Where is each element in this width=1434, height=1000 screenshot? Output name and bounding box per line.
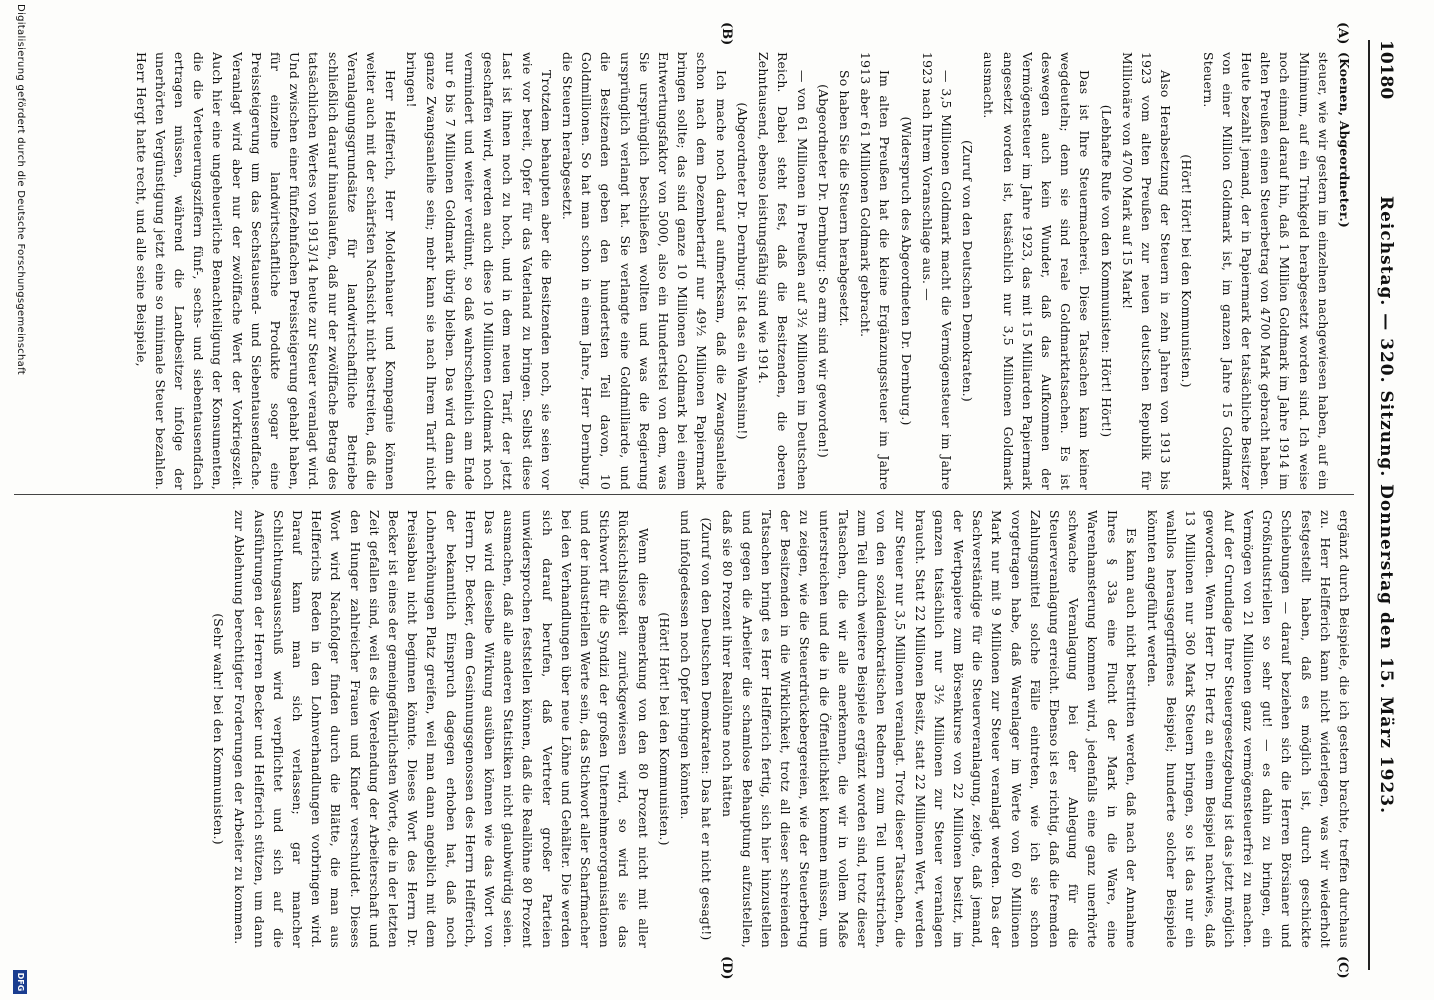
paragraph: Wenn diese Bemerkung von den 80 Prozent nicht mit aller Rücksichtslosigkeit zurückgewiesen wird, so wird sie das Stichwort für die Syndizi der großen Unternehmerorganisationen und der industriellen Werte sein, das Stichwort aller Scharfmacher bei den Verhandlungen über neue Löhne und Gehälter. Die werden sich darauf berufen, daß Vertreter großer Parteien unwidersprochen feststellen können, daß die Reallöhne 80 Prozent ausmachen, daß alle anderen Statistiken nicht glaubwürdig seien. Das wird dieselbe Wirkung ausüben können wie das Wort von Herrn Dr. Becker, dem Gesinnungsgenossen des Herrn Helfferich, der bekanntlich Einspruch dagegen erhoben hat, daß noch Lohnerhöhungen Platz greifen, weil man dann angeblich mit dem Preisabbau nicht beginnen könnte. Dieses Wort des Herrn Dr. Becker ist eines der gemeingefährlichsten Worte, die in der letzten Zeit gefallen sind, weil es die Verelendung der Arbeiterschaft und den Hunger zahlreicher Frauen und Kinder verschuldet. Dieses Wort wird Nachfolger finden durch die Blätte, die man aus Helfferichs Reden in den Lohnverhandlungen vorbringen wird. Darauf kann man sich verlassen; gar mancher Schlichtungsausschuß wird verpflichtet und sich auf die Ausführungen der Herren Becker und Helfferich stützen, um dann zur Ablehnung berechtigter Forderungen der Arbeiter zu kommen.	[232, 510, 651, 948]
paragraph: ergänzt durch Beispiele, die ich gestern brachte, treffen durchaus zu. Herr Helfferich kann nicht widerlegen, was wir wiederholt festgestellt haben, daß es möglich ist, durch geschickte Schiebungen — darauf beziehen sich die Herren Börsianer und Großindustriellen so sehr gut! — es dahin zu bringen, ein Vermögen von 21 Millionen ganz vermögensteuerfrei zu machen. Auf der Grundlage Ihrer Steuergesetzgebung ist das jetzt möglich geworden. Wenn Herr Dr. Hertz an einem Beispiel nachwies, daß 13 Millionen nur 360 Mark Steuern bringen, so ist das nur ein wahllos herausgegriffenes Beispiel; hunderte solcher Beispiele könnten angeführt werden.	[1144, 510, 1352, 948]
footer-credit: Digitalisierung gefördert durch die Deutsche Forschungsgemeinschaft	[15, 4, 26, 375]
page-title: Reichstag. — 320. Sitzung. Donnerstag den 15. März 1923.	[1376, 195, 1396, 815]
speaker-line: (Koenen, Abgeordneter.)	[1337, 52, 1352, 228]
digitization-footer	[9, 0, 29, 1000]
interjection: (Abgeordneter Dr. Dernburg: So arm sind wir geworden!)	[815, 84, 831, 458]
paragraph: Im alten Preußen hat die kleine Ergänzungssteuer im Jahre 1913 aber 61 Millionen Goldmark gebracht.	[858, 52, 893, 490]
interjection: (Hört! Hört! bei den Kommunisten.)	[656, 612, 672, 846]
interjection: (Lebhafte Rufe von den Kommunisten: Hört! Hört!)	[1098, 104, 1114, 438]
paragraph: Das ist Ihre Steuermacherei. Diese Tatsachen kann keiner wegdeuteln; denn sie sind reale Goldmarktatsachen. Es ist deswegen auch kein Wunder, daß das Aufkommen der Vermögensteuer im Jahre 1923, das mit 15 Milliarden Papiermark angesetzt worden ist, tatsächlich nur 3,5 Millionen Goldmark ausmacht.	[981, 52, 1093, 490]
interjection: (Hört! Hört! bei den Kommunisten.)	[1179, 154, 1195, 388]
margin-marker-a: (A)	[1335, 22, 1350, 45]
interjection: (Abgeordneter Dr. Dernburg: Ist das ein Wahnsinn!)	[734, 102, 750, 440]
margin-marker-c: (C)	[1335, 956, 1350, 979]
dfg-logo: DFG	[13, 970, 27, 994]
margin-marker-b: (B)	[719, 22, 734, 46]
interjection: (Zuruf von den Deutschen Demokraten.)	[960, 140, 976, 402]
paragraph: So haben Sie die Steuern herabgesetzt.	[836, 70, 852, 327]
paragraph: Trotzdem behaupten aber die Besitzenden noch, sie seien vor wie vor bereit, Opfer für das Vaterland zu bringen. Selbst diese Last ist ihnen noch zu hoch, und in dem neuen Tarif, der jetzt geschaffen wird, werden auch diese 10 Millionen Goldmark noch vermindert und weiter verdünnt, so daß wahrscheinlich am Ende nur 6 bis 7 Millionen Goldmark übrig bleiben. Das wird dann die ganze Zwangsanleihe sein; mehr kann sie nach Ihrem Tarif nicht bringen!	[404, 52, 554, 490]
column-divider	[14, 494, 1354, 495]
left-column	[14, 52, 1354, 490]
right-column	[14, 510, 1354, 948]
paragraph: Herr Helfferich, Herr Moldenhauer und Kompagnie können weiter auch mit der schärfsten Nachsicht nicht bestreiten, daß die Veranlagungsgrundsätze für landwirtschaftliche Betriebe schließlich darauf hinauslaufen, daß nur der zwölffache Betrag des tatsächlichen Wertes von 1913/14 heute zur Steuer veranlagt wird. Und zwischen einer fünfzehnfachen Preissteigerung gehabt haben, für einzelne landwirtschaftliche Produkte sogar eine Preissteigerung um das Sechstausend- und Siebentausendfache. Veranlagt wird aber nur der zwölffache Wert der Vorkriegszeit. Auch hier eine ungeheuerliche Benachteiligung der Konsumenten, die die Verteuerungsziffern fünf-, sechs- und siebentausendfach ertragen müssen, während die Landbesitzer infolge der unerhörten Vergünstigung jetzt eine so minimale Steuer bezahlen. Herr Hergt hatte recht, und alle seine Beispiele,	[133, 52, 399, 490]
paragraph: — von 61 Millionen in Preußen auf 3½ Millionen im Deutschen Reich. Dabei steht fest, daß die Besitzenden, die oberen Zehntausend, ebenso leistungsfähig sind wie 1914.	[756, 52, 810, 490]
paragraph: Ich mache noch darauf aufmerksam, daß die Zwangsanleihe schon nach dem Dezembertarif nur 49½ Millionen Papiermark bringen sollte; das sind ganze 10 Millionen Goldmark bei einem Entwertungsfaktor von 5000, also ein Hundertstel von dem, was Sie ursprünglich beschließen wollten und was die Regierung ursprünglich verlangt hat. Sie verlangte eine Goldmilliarde, und die Besitzenden geben den hundertsten Teil davon, 10 Goldmillionen. So hat man schon in einem Jahre, Herr Dernburg, die Steuern herabgesetzt.	[560, 52, 729, 490]
paragraph: — 3,5 Millionen Goldmark macht die Vermögensteuer im Jahre 1923 nach Ihrem Voranschlage aus. —	[919, 52, 954, 490]
page-header	[1368, 40, 1398, 970]
paragraph: steuer, wie wir gestern im einzelnen nachgewiesen haben, auf ein Minimum, auf ein Trinkgeld herabgesetzt worden sind. Ich weise noch einmal darauf hin, daß 1 Million Goldmark im Jahre 1914 im alten Preußen einen Steuerbetrag von 4700 Mark gebracht haben. Heute bezahlt jemand, der in Papiermark der tatsächliche Besitzer von einer Million Goldmark ist, im ganzen Jahre 15 Goldmark Steuern.	[1200, 52, 1331, 490]
paragraph: Es kann auch nicht bestritten werden, daß nach der Annahme Ihres § 33a eine Flucht der Mark in die Ware, eine Warenhamsterung kommen wird, jedenfalls eine ganz unerhörte schwache Veranlagung bei der Anlegung für die Steuerveranlagung erreicht. Ebenso ist es richtig, daß die fremden Zahlungsmittel solche Fälle eintreten, wie ich sie schon vorgetragen habe, daß Warenlager im Werte von 60 Millionen Mark nur mit 9 Millionen zur Steuer veranlagt werden. Das der Sachverständige für die Steuerveranlagung, zeigte, daß jemand, der Wertpapiere zum Börsenkurse von 22 Millionen besitzt, im ganzen tatsächlich nur 3½ Millionen zur Steuer veranlagen braucht. Statt 22 Millionen Besitz, statt 22 Millionen Wert, werden zur Steuer nur 3,5 Millionen veranlagt. Trotz dieser Tatsachen, die von den sozialdemokratischen Rednern zum Teil unterstrichen, zum Teil durch weitere Beispiele ergänzt worden sind, trotz dieser Tatsachen, die wir alle anerkennen, die wir in vollem Maße unterstreichen und die in die Öffentlichkeit kommen müssen, um zu zeigen, wie die Steuerdrückebergereien, wie der Steuerbetrug der Besitzenden in die Wirklichkeit, trotz all dieser schreienden Tatsachen bringt es Herr Helfferich fertig, sich hier hinzustellen und gegen die Arbeiter die schamlose Behauptung aufzustellen, daß sie 80 Prozent ihrer Reallöhne noch hätten	[720, 510, 1139, 948]
interjection: (Sehr wahr! bei den Kommunisten.)	[211, 613, 227, 845]
paragraph: Also Herabsetzung der Steuern in zehn Jahren von 1913 bis 1923 vom alten Preußen zur neuen deutschen Republik für Millionäre von 4700 Mark auf 15 Mark!	[1119, 52, 1174, 490]
paragraph: und infolgedessen noch Opfer bringen könnten.	[678, 510, 694, 820]
margin-marker-d: (D)	[719, 956, 734, 980]
interjection: (Zuruf von den Deutschen Demokraten: Das hat er nicht gesagt!)	[699, 517, 715, 941]
interjection: (Widerspruch des Abgeordneten Dr. Dernburg.)	[898, 116, 914, 426]
page-number: 10180	[1376, 40, 1396, 100]
